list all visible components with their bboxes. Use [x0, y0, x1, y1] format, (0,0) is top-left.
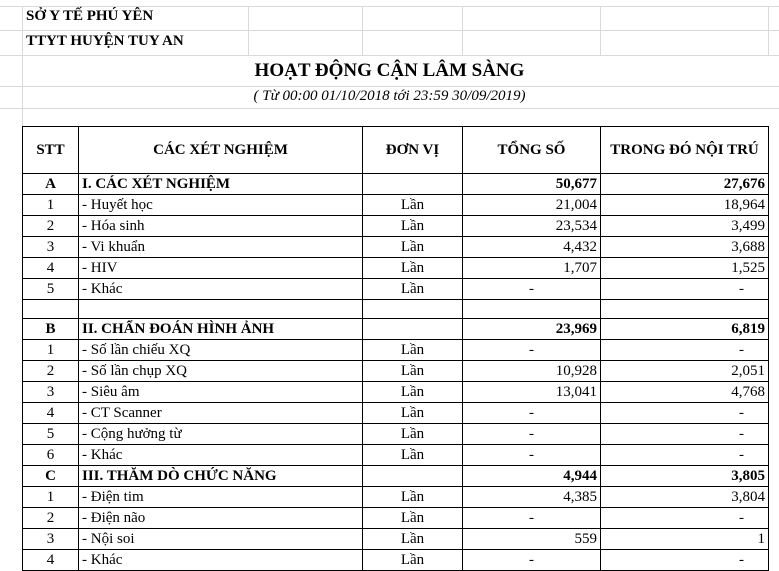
row-stt: 5 — [23, 424, 79, 445]
grid-line — [768, 6, 769, 56]
row-unit: Lần — [363, 529, 463, 550]
row-total: 1,707 — [463, 258, 601, 279]
row-unit: Lần — [363, 550, 463, 571]
grid-line — [462, 6, 463, 56]
row-stt: 5 — [23, 279, 79, 300]
section-row — [23, 466, 769, 487]
table-row — [23, 361, 769, 382]
row-stt: 3 — [23, 237, 79, 258]
row-total: 559 — [463, 529, 601, 550]
row-name: - Siêu âm — [79, 382, 363, 403]
spacer-row — [23, 300, 769, 319]
row-stt: 2 — [23, 361, 79, 382]
row-unit: Lần — [363, 279, 463, 300]
section-stt: A — [23, 174, 79, 195]
section-name: I. CÁC XÉT NGHIỆM — [79, 174, 363, 195]
table-row — [23, 237, 769, 258]
row-name: - Số lần chụp XQ — [79, 361, 363, 382]
row-inpatient: - — [601, 279, 769, 300]
row-name: - Khác — [79, 279, 363, 300]
row-total: - — [463, 403, 601, 424]
org-line-1: SỞ Y TẾ PHÚ YÊN — [26, 8, 154, 24]
table-row — [23, 445, 769, 466]
section-unit — [363, 466, 463, 487]
grid-line — [0, 108, 779, 109]
row-inpatient: 3,804 — [601, 487, 769, 508]
lab-activity-table — [22, 126, 769, 571]
section-name: III. THĂM DÒ CHỨC NĂNG — [79, 466, 363, 487]
spacer-cell — [363, 300, 463, 319]
row-inpatient: - — [601, 424, 769, 445]
row-inpatient: - — [601, 550, 769, 571]
row-name: - HIV — [79, 258, 363, 279]
row-stt: 6 — [23, 445, 79, 466]
row-unit: Lần — [363, 195, 463, 216]
section-inpatient: 27,676 — [601, 174, 769, 195]
table-row — [23, 424, 769, 445]
row-total: 13,041 — [463, 382, 601, 403]
grid-line — [248, 6, 249, 56]
row-total: - — [463, 508, 601, 529]
table-row — [23, 258, 769, 279]
row-unit: Lần — [363, 340, 463, 361]
row-unit: Lần — [363, 382, 463, 403]
row-name: - Huyết học — [79, 195, 363, 216]
table-row — [23, 403, 769, 424]
report-title: HOẠT ĐỘNG CẬN LÂM SÀNG — [254, 60, 525, 81]
row-total: 21,004 — [463, 195, 601, 216]
row-stt: 1 — [23, 340, 79, 361]
row-stt: 2 — [23, 508, 79, 529]
row-stt: 1 — [23, 487, 79, 508]
section-inpatient: 6,819 — [601, 319, 769, 340]
table-row — [23, 340, 769, 361]
row-unit: Lần — [363, 424, 463, 445]
row-total: - — [463, 550, 601, 571]
section-unit — [363, 174, 463, 195]
row-name: - Cộng hưởng từ — [79, 424, 363, 445]
table-row — [23, 216, 769, 237]
section-name: II. CHẨN ĐOÁN HÌNH ẢNH — [79, 319, 363, 340]
row-name: - CT Scanner — [79, 403, 363, 424]
row-name: - Hóa sinh — [79, 216, 363, 237]
section-total: 4,944 — [463, 466, 601, 487]
table-row — [23, 279, 769, 300]
section-row — [23, 319, 769, 340]
row-stt: 2 — [23, 216, 79, 237]
row-total: 4,385 — [463, 487, 601, 508]
row-unit: Lần — [363, 445, 463, 466]
section-row — [23, 174, 769, 195]
table-row — [23, 487, 769, 508]
row-stt: 3 — [23, 382, 79, 403]
row-unit: Lần — [363, 361, 463, 382]
row-inpatient: 4,768 — [601, 382, 769, 403]
row-stt: 4 — [23, 258, 79, 279]
table-row — [23, 550, 769, 571]
row-inpatient: - — [601, 340, 769, 361]
grid-line — [0, 6, 779, 7]
grid-line — [0, 55, 779, 56]
row-inpatient: 1,525 — [601, 258, 769, 279]
row-name: - Số lần chiếu XQ — [79, 340, 363, 361]
section-stt: C — [23, 466, 79, 487]
row-name: - Khác — [79, 445, 363, 466]
row-inpatient: 3,688 — [601, 237, 769, 258]
section-total: 23,969 — [463, 319, 601, 340]
row-name: - Điện tim — [79, 487, 363, 508]
row-total: 23,534 — [463, 216, 601, 237]
table-row — [23, 508, 769, 529]
header-unit: ĐƠN VỊ — [363, 127, 463, 174]
row-name: - Khác — [79, 550, 363, 571]
row-name: - Vi khuẩn — [79, 237, 363, 258]
table-header-row — [23, 127, 769, 174]
table-row — [23, 382, 769, 403]
table-row — [23, 529, 769, 550]
row-total: 10,928 — [463, 361, 601, 382]
section-unit — [363, 319, 463, 340]
header-total: TỔNG SỐ — [463, 127, 601, 174]
section-inpatient: 3,805 — [601, 466, 769, 487]
row-inpatient: - — [601, 508, 769, 529]
row-unit: Lần — [363, 403, 463, 424]
row-stt: 4 — [23, 550, 79, 571]
row-stt: 4 — [23, 403, 79, 424]
row-stt: 1 — [23, 195, 79, 216]
row-inpatient: 3,499 — [601, 216, 769, 237]
row-unit: Lần — [363, 508, 463, 529]
spacer-cell — [463, 300, 601, 319]
row-inpatient: - — [601, 445, 769, 466]
row-inpatient: 1 — [601, 529, 769, 550]
header-name: CÁC XÉT NGHIỆM — [79, 127, 363, 174]
row-total: - — [463, 445, 601, 466]
row-total: - — [463, 279, 601, 300]
spacer-cell — [601, 300, 769, 319]
row-unit: Lần — [363, 258, 463, 279]
row-name: - Nội soi — [79, 529, 363, 550]
row-unit: Lần — [363, 216, 463, 237]
row-total: - — [463, 424, 601, 445]
row-unit: Lần — [363, 237, 463, 258]
org-line-2: TTYT HUYỆN TUY AN — [26, 33, 184, 49]
row-inpatient: 18,964 — [601, 195, 769, 216]
row-total: 4,432 — [463, 237, 601, 258]
row-total: - — [463, 340, 601, 361]
report-period: ( Từ 00:00 01/10/2018 tới 23:59 30/09/2019) — [253, 88, 526, 104]
grid-line — [600, 6, 601, 56]
row-name: - Điện não — [79, 508, 363, 529]
header-stt: STT — [23, 127, 79, 174]
header-inpatient: TRONG ĐÓ NỘI TRÚ — [601, 127, 769, 174]
row-stt: 3 — [23, 529, 79, 550]
spacer-cell — [23, 300, 79, 319]
grid-line — [0, 86, 779, 87]
row-unit: Lần — [363, 487, 463, 508]
spacer-cell — [79, 300, 363, 319]
grid-line — [0, 30, 779, 31]
grid-line — [362, 6, 363, 56]
section-total: 50,677 — [463, 174, 601, 195]
row-inpatient: 2,051 — [601, 361, 769, 382]
section-stt: B — [23, 319, 79, 340]
table-row — [23, 195, 769, 216]
row-inpatient: - — [601, 403, 769, 424]
